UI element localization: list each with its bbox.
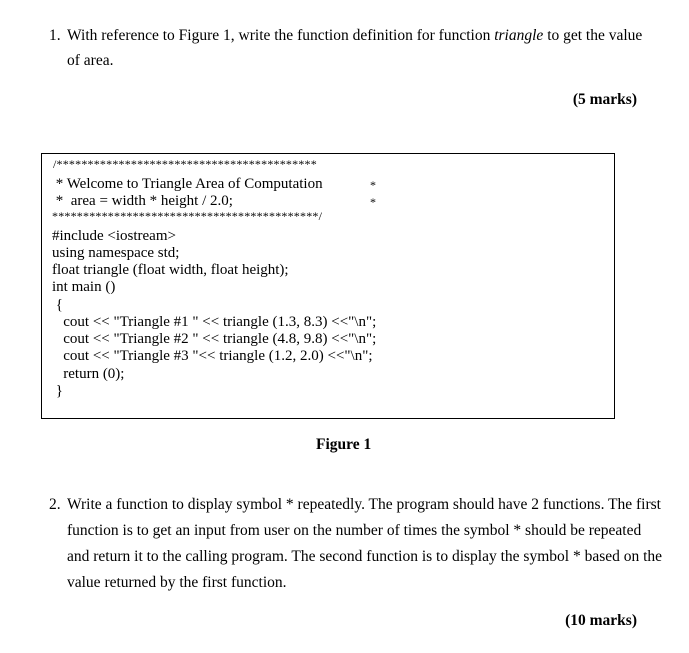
question-1-marks: (5 marks) — [572, 91, 637, 108]
code-line-3: * area = width * height / 2.0; — [52, 193, 233, 209]
question-1-text-line-2: of area. — [67, 52, 114, 69]
code-line-2: * Welcome to Triangle Area of Computation — [52, 176, 323, 192]
code-line-13: return (0); — [52, 366, 125, 382]
question-1-text-before: With reference to Figure 1, write the function definition for function — [67, 27, 495, 44]
code-right-star-1: * — [370, 178, 377, 192]
question-1-number: 1. — [49, 27, 61, 44]
code-line-1: /****************************************** — [53, 157, 317, 171]
question-2-text-line-4: value returned by the first function. — [67, 574, 287, 591]
code-line-7: float triangle (float width, float height); — [52, 262, 289, 278]
code-figure-box — [41, 153, 615, 419]
question-2-marks: (10 marks) — [565, 612, 637, 629]
code-line-6: using namespace std; — [52, 245, 180, 261]
question-2-text-line-2: function is to get an input from user on the number of times the symbol * should be repeated — [67, 522, 642, 539]
question-1-text-line-1 — [67, 27, 642, 45]
question-2-text-line-1: Write a function to display symbol * repeatedly. The program should have 2 functions. The first — [67, 496, 661, 513]
code-line-4: *******************************************/ — [52, 209, 323, 223]
code-line-10: cout << "Triangle #1 " << triangle (1.3, 8.3) <<"\n"; — [52, 314, 377, 330]
question-2-text-line-3: and return it to the calling program. The second function is to display the symbol * based on the — [67, 548, 663, 565]
code-line-9: { — [52, 297, 63, 313]
code-line-12: cout << "Triangle #3 "<< triangle (1.2, 2.0) <<"\n"; — [52, 348, 373, 364]
code-line-11: cout << "Triangle #2 " << triangle (4.8, 9.8) <<"\n"; — [52, 331, 377, 347]
code-line-5: #include <iostream> — [52, 228, 176, 244]
question-2-number: 2. — [49, 496, 61, 513]
code-line-8: int main () — [52, 279, 116, 295]
code-line-14: } — [52, 383, 63, 399]
code-right-star-2: * — [370, 195, 377, 209]
figure-caption: Figure 1 — [316, 436, 372, 453]
question-1-function-name: triangle — [494, 27, 544, 44]
question-1-text-after: to get the value — [543, 27, 643, 44]
